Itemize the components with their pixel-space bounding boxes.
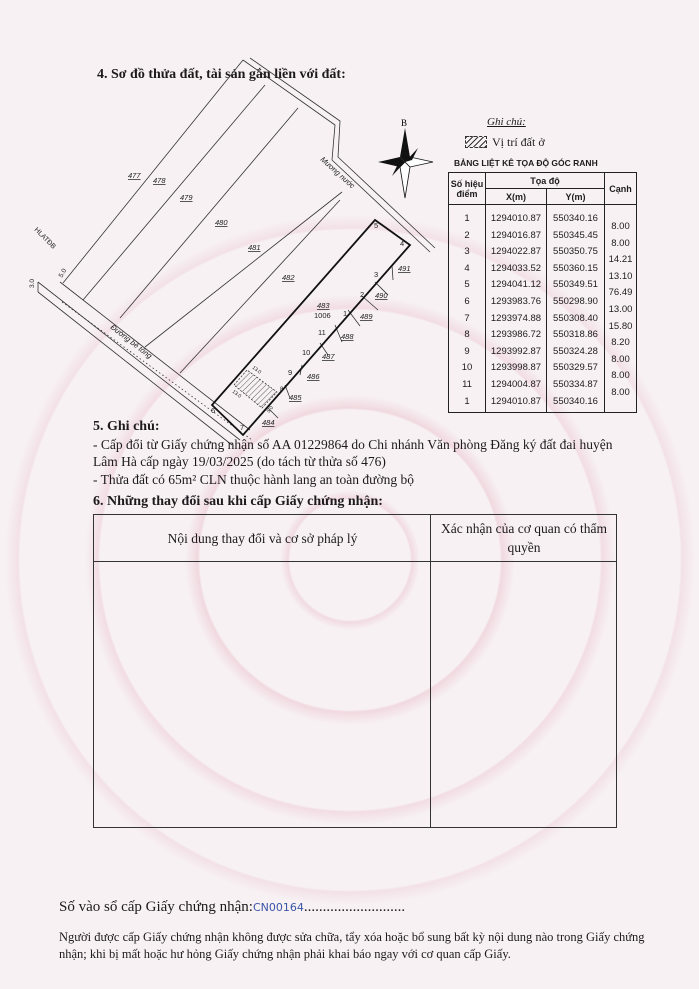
note-line-2: - Thửa đất có 65m² CLN thuộc hành lang an toàn đường bộ xyxy=(93,472,415,487)
point-label: 5 xyxy=(374,221,379,230)
edge-length: 15.80 xyxy=(608,320,633,332)
coord-cell-y: 550298.90 xyxy=(553,295,598,307)
edge-length: 8.00 xyxy=(611,370,630,382)
coord-cell-x: 1294004.87 xyxy=(490,378,542,390)
register-dots: ........................... xyxy=(303,899,406,915)
coord-cell-p: 8 xyxy=(464,329,470,341)
changes-col-confirmation: Xác nhận của cơ quan có thẩm quyền xyxy=(440,521,608,555)
register-label: Số vào sổ cấp Giấy chứng nhận: xyxy=(59,899,253,915)
register-value: CN00164 xyxy=(252,901,304,914)
parcel-boundary xyxy=(63,60,243,283)
coord-cell-y: 550340.16 xyxy=(553,395,598,407)
coord-cell-x: 1293986.72 xyxy=(490,329,542,341)
main-parcel-number: 483 xyxy=(317,301,330,310)
edge-length: 76.49 xyxy=(608,287,633,299)
edge-length: 13.00 xyxy=(608,303,633,315)
parcel-label: 478 xyxy=(153,176,166,185)
legend-item: Vị trí đất ở xyxy=(492,135,545,149)
point-label: 6 xyxy=(211,406,216,415)
edge-length: 8.00 xyxy=(611,353,630,365)
parcel-label: 488 xyxy=(341,332,354,341)
coord-cell-x: 1293992.87 xyxy=(490,345,542,357)
coord-cell-p: 4 xyxy=(464,262,470,274)
corridor-label: HLATĐB xyxy=(32,226,57,251)
coord-cell-p: 1 xyxy=(464,213,470,224)
coord-cell-p: 3 xyxy=(464,246,470,258)
coord-cell-y: 550318.86 xyxy=(553,329,598,341)
main-parcel-area: 1006 xyxy=(314,311,331,320)
point-label: 3 xyxy=(374,270,379,279)
coord-cell-p: 11 xyxy=(462,378,472,390)
coord-cell-y: 550334.87 xyxy=(553,378,598,390)
parcel-label: 487 xyxy=(322,352,335,361)
parcel-boundary xyxy=(145,192,342,347)
point-label: 8 xyxy=(280,387,284,393)
coord-cell-p: 7 xyxy=(464,312,470,324)
coord-cell-x: 1293983.76 xyxy=(490,295,542,307)
coord-cell-p: 6 xyxy=(464,295,470,307)
legend-title: Ghi chú: xyxy=(487,116,526,128)
point-label: 9 xyxy=(288,368,293,377)
coord-cell-x: 1293974.88 xyxy=(490,312,542,324)
coord-cell-p: 5 xyxy=(464,279,470,291)
compass-north-label: B xyxy=(401,118,408,128)
edge-length: 8.20 xyxy=(611,337,630,349)
coord-table-title: BẢNG LIỆT KÊ TỌA ĐỘ GÓC RANH xyxy=(454,158,598,168)
header-y: Y(m) xyxy=(547,189,605,205)
coord-cell-x: 1294010.87 xyxy=(490,395,542,407)
coord-cell-p: 10 xyxy=(461,362,473,374)
house-dimension: 13.0 xyxy=(250,364,263,376)
point-label: 1 xyxy=(343,309,348,318)
road-label: Đường bê tông xyxy=(108,322,154,361)
coord-cell-y: 550308.40 xyxy=(553,312,598,324)
edge-length: 13.10 xyxy=(608,270,633,282)
coord-cell-x: 1294041.12 xyxy=(490,279,542,291)
section-4-title: 4. Sơ đồ thửa đất, tài sản gắn liền với đất: xyxy=(97,67,346,82)
coord-cell-x: 1293998.87 xyxy=(490,362,542,374)
parcel-label: 477 xyxy=(128,171,141,180)
point-label: 11 xyxy=(318,328,326,337)
parcel-label: 479 xyxy=(180,193,193,202)
coordinate-table xyxy=(448,172,637,413)
parcel-label: 491 xyxy=(398,264,411,273)
point-label: 4 xyxy=(400,239,405,248)
canal-label: Mương nước xyxy=(318,154,357,191)
road-edge xyxy=(60,282,250,430)
edge-length: 8.00 xyxy=(611,237,630,249)
coord-cell-y: 550349.51 xyxy=(553,279,598,291)
dimension-label: 5.0 xyxy=(57,267,69,279)
point-label: 7 xyxy=(240,423,245,432)
coord-cell-x: 1294016.87 xyxy=(490,229,542,241)
parcel-label: 485 xyxy=(289,393,302,402)
header-x: X(m) xyxy=(486,189,547,205)
coord-cell-x: 1294010.87 xyxy=(490,213,542,224)
coord-cell-y: 550340.16 xyxy=(553,213,598,224)
parcel-label: 481 xyxy=(248,243,261,252)
house-dimension: 13.0 xyxy=(230,388,243,400)
parcel-label: 480 xyxy=(215,218,228,227)
note-line-1: - Cấp đổi từ Giấy chứng nhận số AA 01229864 do Chi nhánh Văn phòng Đăng ký đất đai huyện Lâm Hà cấp ngày 19/03/2025 (do tách từ thửa số 476) xyxy=(93,437,613,469)
house-dimension: 5.0 xyxy=(265,405,275,415)
hatch-legend-icon xyxy=(465,136,487,148)
register-number xyxy=(59,899,405,916)
coord-cell-x: 1294022.87 xyxy=(490,246,542,258)
coord-cell-y: 550329.57 xyxy=(553,362,598,374)
section-6-title: 6. Những thay đổi sau khi cấp Giấy chứng nhận: xyxy=(93,494,383,509)
road-edge xyxy=(38,282,240,440)
parcel-label: 489 xyxy=(360,312,373,321)
parcel-boundary xyxy=(120,108,298,318)
coord-cell-p: 2 xyxy=(464,229,470,241)
dimension-label: 3.0 xyxy=(29,278,36,288)
point-label: 2 xyxy=(360,290,365,299)
parcel-label: 482 xyxy=(282,273,295,282)
section-5-title: 5. Ghi chú: xyxy=(93,419,160,434)
header-point: Số hiệu điểm xyxy=(449,173,486,205)
coord-cell-p: 1 xyxy=(464,395,470,407)
changes-col-content: Nội dung thay đổi và cơ sở pháp lý xyxy=(167,531,358,546)
parcel-label: 490 xyxy=(375,291,388,300)
coord-cell-y: 550350.75 xyxy=(553,246,598,258)
coord-cell-y: 550360.15 xyxy=(553,262,598,274)
header-edge: Cạnh xyxy=(605,173,637,205)
edge-length: 8.00 xyxy=(611,221,630,232)
main-parcel-boundary xyxy=(212,220,410,435)
header-coord: Tọa độ xyxy=(486,173,605,189)
parcel-boundary xyxy=(83,85,265,300)
parcel-label: 486 xyxy=(307,372,320,381)
changes-table xyxy=(93,514,617,828)
edge-length: 8.00 xyxy=(611,386,630,398)
coord-cell-x: 1294033.52 xyxy=(490,262,542,274)
edge-length: 14.21 xyxy=(608,254,633,266)
point-label: 10 xyxy=(302,348,311,357)
coord-cell-y: 550324.28 xyxy=(553,345,598,357)
coord-cell-p: 9 xyxy=(464,345,470,357)
warning-text: Người được cấp Giấy chứng nhận không được sửa chữa, tẩy xóa hoặc bổ sung bất kỳ nội dung nào trong Giấy chứng nhận; khi bị mất hoặc hư hỏng Giấy chứng nhận phải khai báo ngay với cơ quan cấp Giấy. xyxy=(59,930,645,961)
north-compass-icon xyxy=(378,118,433,198)
coord-cell-y: 550345.45 xyxy=(553,229,598,241)
parcel-label: 484 xyxy=(262,418,275,427)
